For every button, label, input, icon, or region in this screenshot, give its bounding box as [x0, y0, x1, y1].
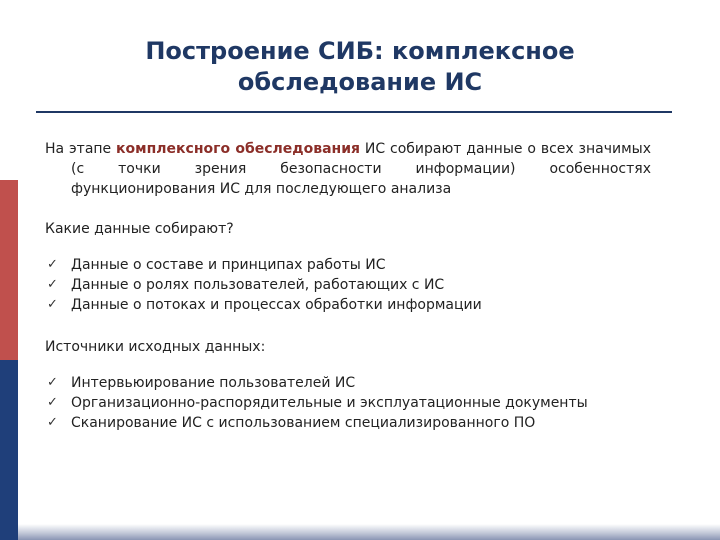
check-icon: ✓	[47, 395, 58, 410]
data-list	[45, 255, 651, 315]
data-question: Какие данные собирают?	[45, 221, 234, 237]
side-bar-blue	[0, 360, 18, 540]
check-icon: ✓	[47, 415, 58, 430]
list-item-text: Данные о потоках и процессах обработки информации	[71, 297, 482, 313]
sources-list	[45, 373, 651, 433]
bottom-shadow	[18, 524, 720, 540]
intro-emphasis: комплексного обеследования	[116, 141, 360, 157]
list-item-text: Сканирование ИС с использованием специализированного ПО	[71, 415, 536, 431]
list-item	[45, 295, 651, 315]
intro-paragraph	[45, 139, 651, 199]
intro-text-before: На этапе	[45, 141, 117, 157]
list-item	[45, 373, 651, 393]
check-icon: ✓	[47, 297, 58, 312]
check-icon: ✓	[47, 277, 58, 292]
side-bar-red	[0, 180, 18, 360]
list-item-text: Интервьюирование пользователей ИС	[71, 375, 356, 391]
sources-heading: Источники исходных данных:	[45, 339, 266, 355]
list-item-text: Организационно-распорядительные и эксплуатационные документы	[71, 395, 588, 411]
list-item-text: Данные о ролях пользователей, работающих с ИС	[71, 277, 445, 293]
check-icon: ✓	[47, 257, 58, 272]
title-divider	[36, 111, 672, 113]
slide-title-line-1: Построение СИБ: комплексное	[145, 37, 575, 65]
slide-title-line-2: обследование ИС	[237, 68, 483, 96]
intro-text-after: ИС собирают данные о всех значимых (с точки зрения безопасности информации) особенностях функционирования ИС для последующего анализа	[71, 141, 651, 197]
list-item	[45, 413, 651, 433]
list-item	[45, 275, 651, 295]
slide-title	[60, 36, 660, 98]
list-item	[45, 393, 651, 413]
list-item-text: Данные о составе и принципах работы ИС	[71, 257, 386, 273]
slide-body	[45, 139, 651, 433]
check-icon: ✓	[47, 375, 58, 390]
side-bar-top	[0, 0, 18, 180]
list-item	[45, 255, 651, 275]
